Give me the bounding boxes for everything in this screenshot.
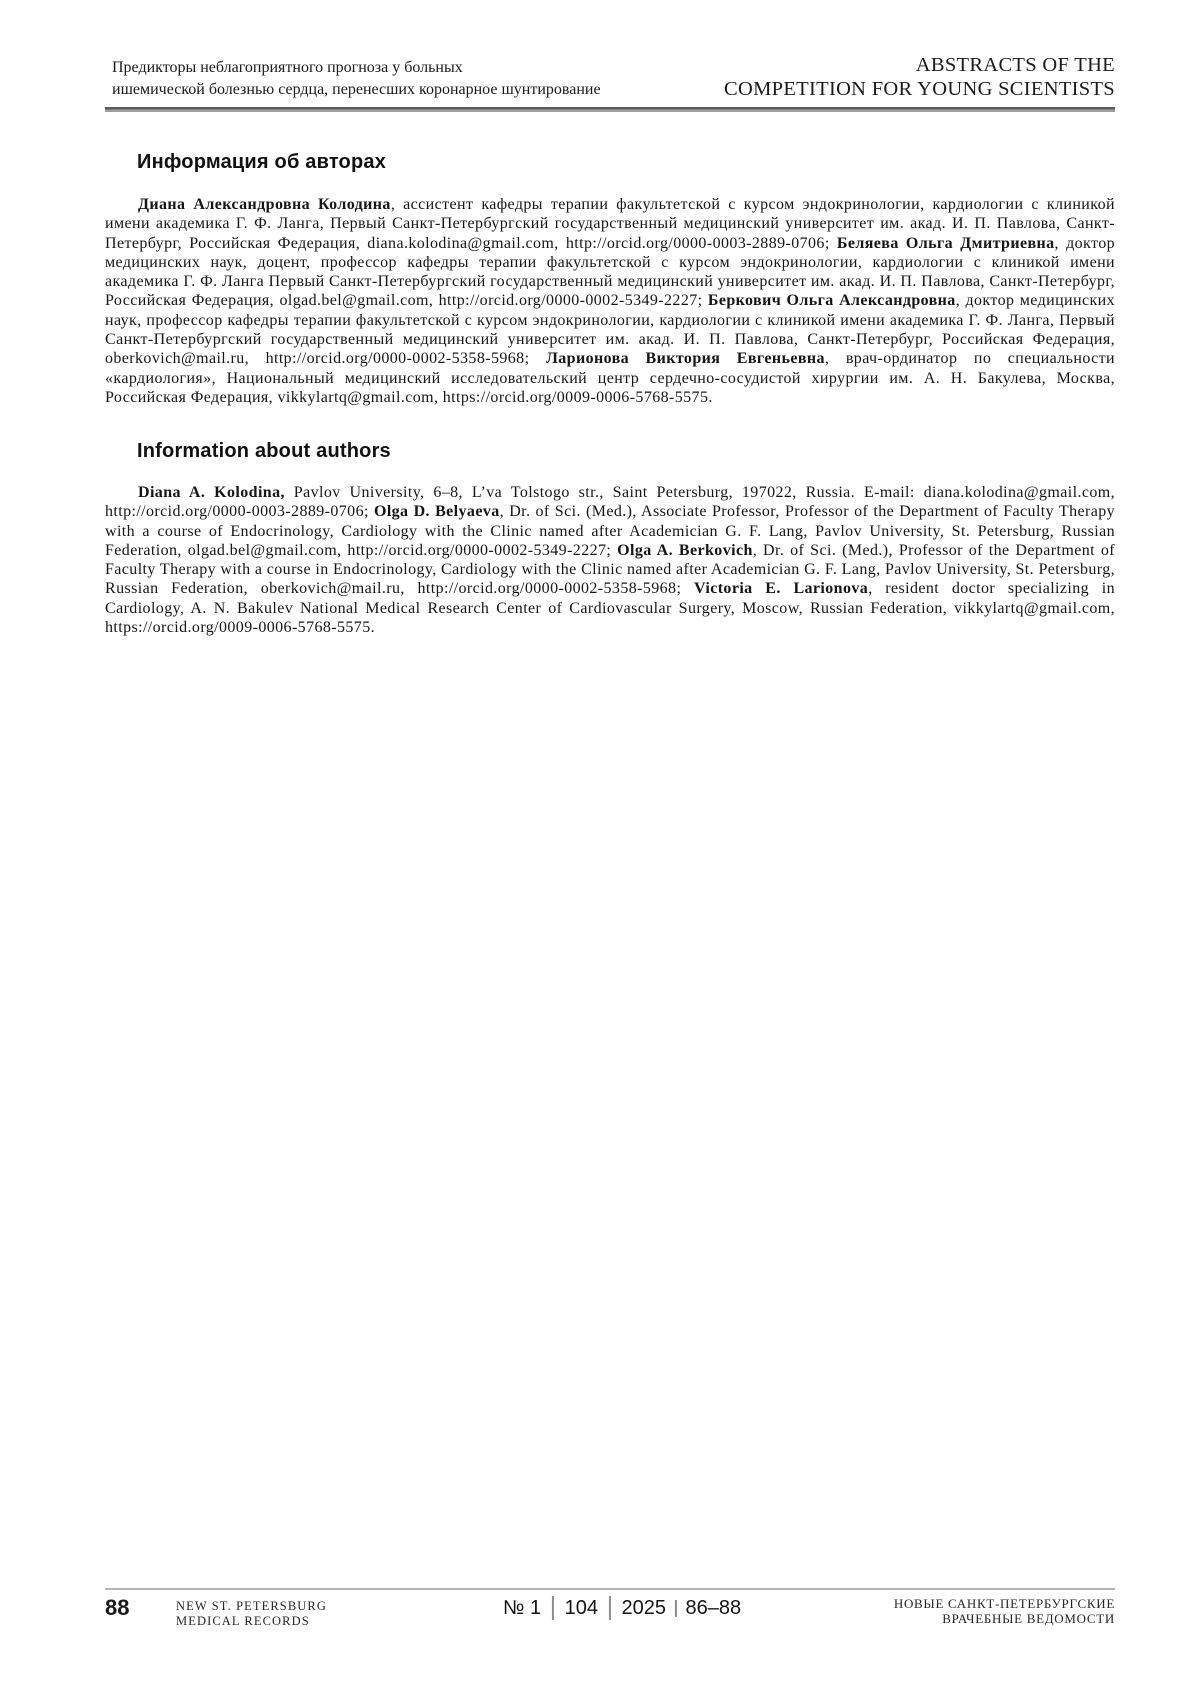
journal-name-ru-line-1: НОВЫЕ САНКТ-ПЕТЕРБУРГСКИЕ	[893, 1596, 1115, 1611]
header-divider	[105, 107, 1115, 112]
footer-divider	[105, 1588, 1115, 1590]
divider	[609, 1596, 611, 1620]
journal-name-en-line-2: MEDICAL RECORDS	[176, 1613, 310, 1628]
section-label	[724, 53, 1115, 101]
authors-info-paragraph-ru: Диана Александровна Колодина, ассистент кафедры терапии факультетской с курсом эндокринологии, кардиологии с клиникой имени академика Г. Ф. Ланга, Первый Санкт-Петербургский государственный медицинский университет им. акад. И. П. Павлова, Санкт-Петербург, Российская Федерация, diana.kolodina@gmail.com, http://orcid.org/0000-0003-2889-0706; Беляева Ольга Дмитриевна, доктор медицинских наук, доцент, профессор кафедры терапии факультетской с курсом эндокринологии, кардиологии с клиникой имени академика Г. Ф. Ланга Первый Санкт-Петербургский государственный медицинский университет им. акад. И. П. Павлова, Санкт-Петербург, Российская Федерация, olgad.bel@gmail.com, http://orcid.org/0000-0002-5349-2227; Беркович Ольга Александровна, доктор медицинских наук, профессор кафедры терапии факультетской с курсом эндокринологии, кардиологии с клиникой имени академика Г. Ф. Ланга, Первый Санкт-Петербургский государственный медицинский университет им. акад. И. П. Павлова, Санкт-Петербург, Российская Федерация, oberkovich@mail.ru, http://orcid.org/0000-0002-5358-5968; Ларионова Виктория Евгеньевна, врач-ординатор по специальности «кардиология», Национальный медицинский исследовательский центр сердечно-сосудистой хирургии им. А. Н. Бакулева, Москва, Российская Федерация, vikkylartq@gmail.com, https://orcid.org/0009-0006-5768-5575.	[105, 196, 1116, 406]
journal-name-ru-line-2: ВРАЧЕБНЫЕ ВЕДОМОСТИ	[942, 1611, 1115, 1626]
authors-info-heading-en: Information about authors	[137, 440, 391, 462]
running-title-line-2: ишемической болезнью сердца, перенесших коронарное шунтирование	[112, 81, 601, 98]
section-label-line-1: ABSTRACTS OF THE	[915, 54, 1115, 76]
issue-year: 2025	[621, 1596, 666, 1619]
page-number: 88	[105, 1595, 130, 1620]
divider	[552, 1596, 554, 1620]
issue-info	[503, 1596, 741, 1620]
journal-name-ru	[894, 1596, 1115, 1626]
issue-pages: 86–88	[685, 1596, 742, 1619]
running-title-line-1: Предикторы неблагоприятного прогноза у больных	[112, 59, 463, 76]
divider	[675, 1600, 677, 1617]
journal-name-en	[176, 1599, 327, 1628]
journal-name-en-line-1: NEW ST. PETERSBURG	[176, 1599, 327, 1613]
authors-info-heading-ru: Информация об авторах	[137, 151, 387, 173]
running-title	[112, 57, 601, 101]
issue-volume: 104	[564, 1596, 598, 1619]
authors-info-paragraph-en: Diana A. Kolodina, Pavlov University, 6–8, L’va Tolstogo str., Saint Petersburg, 197022, Russia. E-mail: diana.kolodina@gmail.com, http://orcid.org/0000-0003-2889-0706; Olga D. Belyaeva, Dr. of Sci. (Med.), Associate Professor, Professor of the Department of Faculty Therapy with a course of Endocrinology, Cardiology with the Clinic named after Academician G. F. Lang, Pavlov University, St. Petersburg, Russian Federation, olgad.bel@gmail.com, http://orcid.org/0000-0002-5349-2227; Olga A. Berkovich, Dr. of Sci. (Med.), Professor of the Department of Faculty Therapy with a course in Endocrinology, Cardiology with the Clinic named after Academician G. F. Lang, Pavlov University, St. Petersburg, Russian Federation, oberkovich@mail.ru, http://orcid.org/0000-0002-5358-5968; Victoria E. Larionova, resident doctor specializing in Cardiology, A. N. Bakulev National Medical Research Center of Cardiovascular Surgery, Moscow, Russian Federation, vikkylartq@gmail.com, https://orcid.org/0009-0006-5768-5575.	[105, 484, 1116, 637]
section-label-line-2: COMPETITION FOR YOUNG SCIENTISTS	[724, 78, 1115, 100]
issue-number: № 1	[502, 1596, 542, 1619]
